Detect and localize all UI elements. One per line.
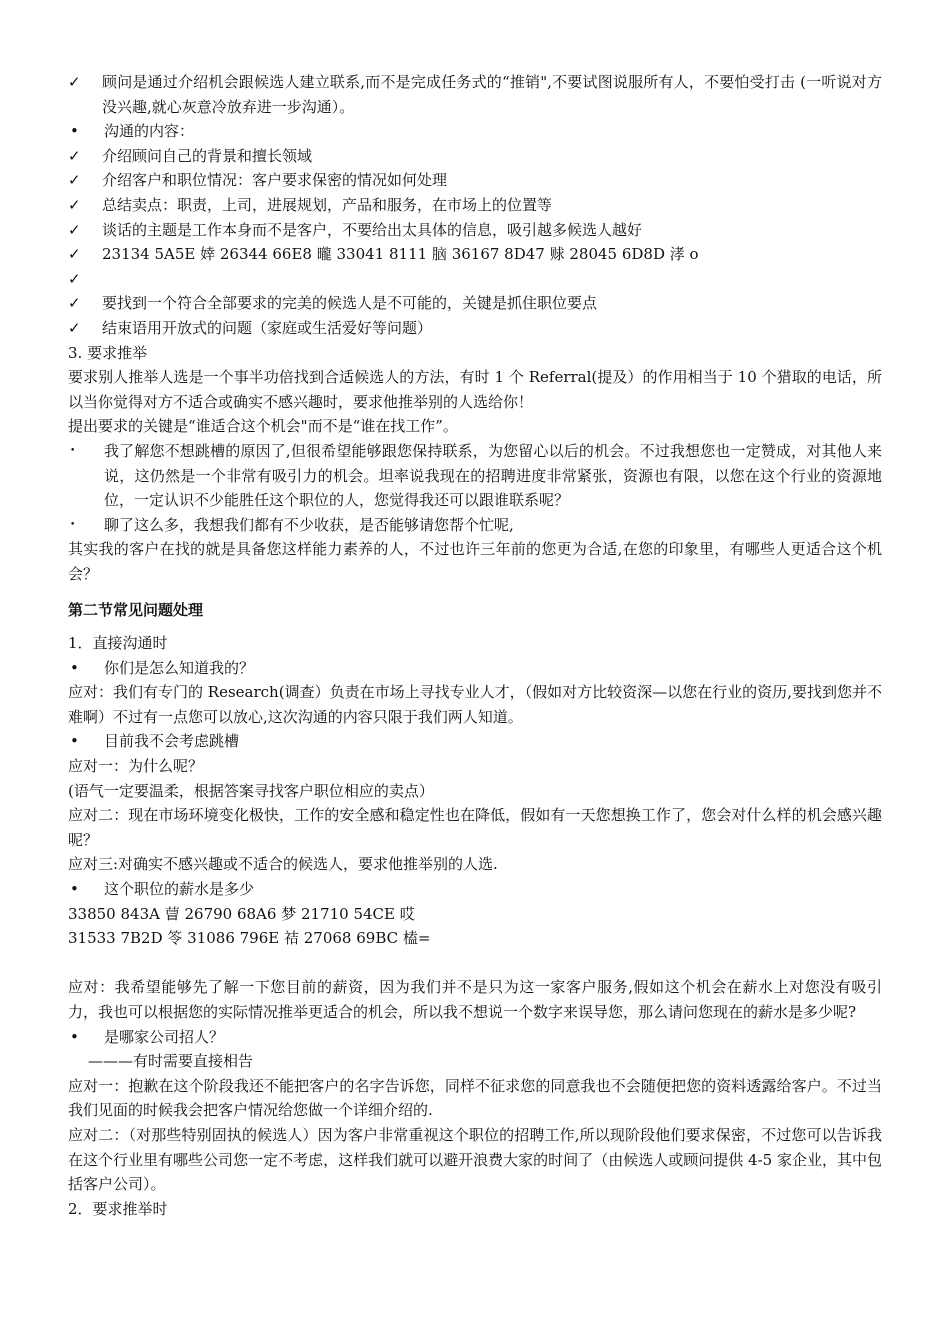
blank-line (68, 951, 882, 976)
check-mark-icon: ✓ (68, 146, 81, 165)
checklist-text: 结束语用开放式的问题（家庭或生活爱好等问题） (102, 318, 433, 337)
answer-note: (语气一定要温柔，根据答案寻找客户职位相应的卖点） (68, 781, 434, 800)
checklist-item (68, 316, 882, 341)
bullet-icon: • (70, 519, 76, 530)
checklist-text: 要找到一个符合全部要求的完美的候选人是不可能的，关键是抓住职位要点 (102, 294, 598, 313)
question-text: 目前我不会考虑跳槽 (104, 732, 240, 751)
checklist-text: 顾问是通过介绍机会跟候选人建立联系,而不是完成任务式的“推销",不要试图说服所有人，不要怕受打击 (一听说对方没兴趣,就心灰意冷放弃进一步沟通）。 (102, 73, 882, 116)
check-mark-icon: ✓ (68, 73, 81, 91)
answer-paragraph: 应对一：抱歉在这个阶段我还不能把客户的名字告诉您，同样不征求您的同意我也不会随便把您的资料透露给客户。不过当我们见面的时候我会把客户情况给您做一个详细介绍的. (68, 1076, 882, 1120)
checklist-item-empty (68, 267, 882, 292)
question-text: 这个职位的薪水是多少 (104, 880, 255, 898)
checklist-text: 总结卖点：职责，上司，进展规划，产品和服务，在市场上的位置等 (102, 195, 553, 214)
checklist-item (68, 70, 882, 119)
answer-paragraph: 应对二：现在市场环境变化极快，工作的安全感和稳定性也在降低，假如有一天您想换工作了，您会对什么样的机会感兴趣呢？ (68, 806, 882, 849)
question-text: 是哪家公司招人？ (104, 1027, 225, 1046)
comm-heading: 沟通的内容： (104, 122, 195, 141)
bullet-icon: • (70, 880, 79, 898)
question-text: 你们是怎么知道我的？ (104, 658, 255, 677)
checklist-text: 23134 5A5E 婞 26344 66E8 曨 33041 8111 脑 36167 8D47 赇 28045 6D8D 涍 o (102, 245, 699, 264)
answer-paragraph: 应对：我们有专门的 Research(调查）负责在市场上寻找专业人才，（假如对方比较资深—以您在行业的资历,要找到您并不难啊）不过有一点您可以放心,这次沟通的内容只限于我们两人知道。 (68, 683, 882, 726)
bullet-item (68, 729, 882, 754)
check-mark-icon: ✓ (68, 195, 81, 214)
section-title: 3. 要求推举 (68, 343, 148, 362)
check-mark-icon: ✓ (68, 245, 81, 264)
answer-paragraph: 应对三:对确实不感兴趣或不适合的候选人，要求他推举别的人选. (68, 855, 498, 874)
answer-paragraph: 应对：我希望能够先了解一下您目前的薪资，因为我们并不是只为这一家客户服务,假如这个机会在薪水上对您没有吸引力，我也可以根据您的实际情况推举更适合的机会，所以我不想说一个数字来误导您，那么请问您现在的薪水是多少呢? (68, 978, 882, 1021)
bullet-icon: • (70, 122, 79, 141)
checklist-item (68, 168, 882, 193)
checklist-text (102, 267, 882, 292)
bullet-item (68, 513, 882, 538)
section-heading: 第二节常见问题处理 (68, 601, 204, 620)
bullet-icon: • (70, 658, 79, 677)
dash-note: ———有时需要直接相告 (88, 1052, 254, 1071)
paragraph: 要求别人推举人选是一个事半功倍找到合适候选人的方法，有时 1 个 Referral(提及）的作用相当于 10 个猎取的电话，所以当你觉得对方不适合或确实不感兴趣时，要求他推举别的人选给你！ (68, 368, 882, 411)
subsection-title: 1．直接沟通时 (68, 634, 168, 653)
check-mark-icon: ✓ (68, 269, 81, 288)
paragraph: 其实我的客户在找的就是具备您这样能力素养的人，不过也许三年前的您更为合适,在您的印象里，有哪些人更适合这个机会？ (68, 540, 882, 583)
bullet-item (68, 439, 882, 513)
bullet-text: 我了解您不想跳槽的原因了,但很希望能够跟您保持联系，为您留心以后的机会。不过我想您也一定赞成，对其他人来说，这仍然是一个非常有吸引力的机会。坦率说我现在的招聘进度非常紧张，资源也有限，以您在这个行业的资源地位，一定认识不少能胜任这个职位的人，您觉得我还可以跟谁联系呢？ (104, 441, 882, 510)
subsection-title: 2．要求推举时 (68, 1199, 168, 1218)
bullet-item (68, 119, 882, 144)
check-mark-icon: ✓ (68, 220, 81, 239)
bullet-item (68, 656, 882, 681)
bullet-icon: • (70, 732, 79, 751)
checklist-text: 谈话的主题是工作本身而不是客户，不要给出太具体的信息，吸引越多候选人越好 (102, 220, 643, 239)
bullet-text: 聊了这么多，我想我们都有不少收获，是否能够请您帮个忙呢, (104, 515, 514, 534)
checklist-text: 介绍客户和职位情况：客户要求保密的情况如何处理 (102, 171, 448, 190)
paragraph: 提出要求的关键是“谁适合这个机会"而不是“谁在找工作”。 (68, 417, 458, 436)
checklist-text: 介绍顾问自己的背景和擅长领域 (102, 146, 313, 165)
checklist-item (68, 242, 882, 267)
answer-paragraph: 应对一：为什么呢？ (68, 757, 204, 776)
check-mark-icon: ✓ (68, 318, 81, 337)
check-mark-icon: ✓ (68, 171, 81, 190)
checklist-item (68, 144, 882, 169)
code-line: 33850 843A 萺 26790 68A6 梦 21710 54CE 哎 (68, 904, 415, 923)
bullet-icon: • (70, 1027, 79, 1046)
bullet-icon: • (70, 445, 76, 456)
answer-paragraph: 应对二：（对那些特别固执的候选人）因为客户非常重视这个职位的招聘工作,所以现阶段他们要求保密，不过您可以告诉我在这个行业里有哪些公司您一定不考虑，这样我们就可以避开浪费大家的时间了（由候选人或顾问提供 4-5 家企业，其中包括客户公司）。 (68, 1125, 882, 1194)
bullet-item (68, 877, 882, 902)
check-mark-icon: ✓ (68, 294, 81, 313)
bullet-item (68, 1025, 882, 1050)
checklist-item (68, 291, 882, 316)
checklist-item (68, 218, 882, 243)
checklist-item (68, 193, 882, 218)
code-line: 31533 7B2D 笭 31086 796E 祮 27068 69BC 榼= (68, 929, 431, 948)
